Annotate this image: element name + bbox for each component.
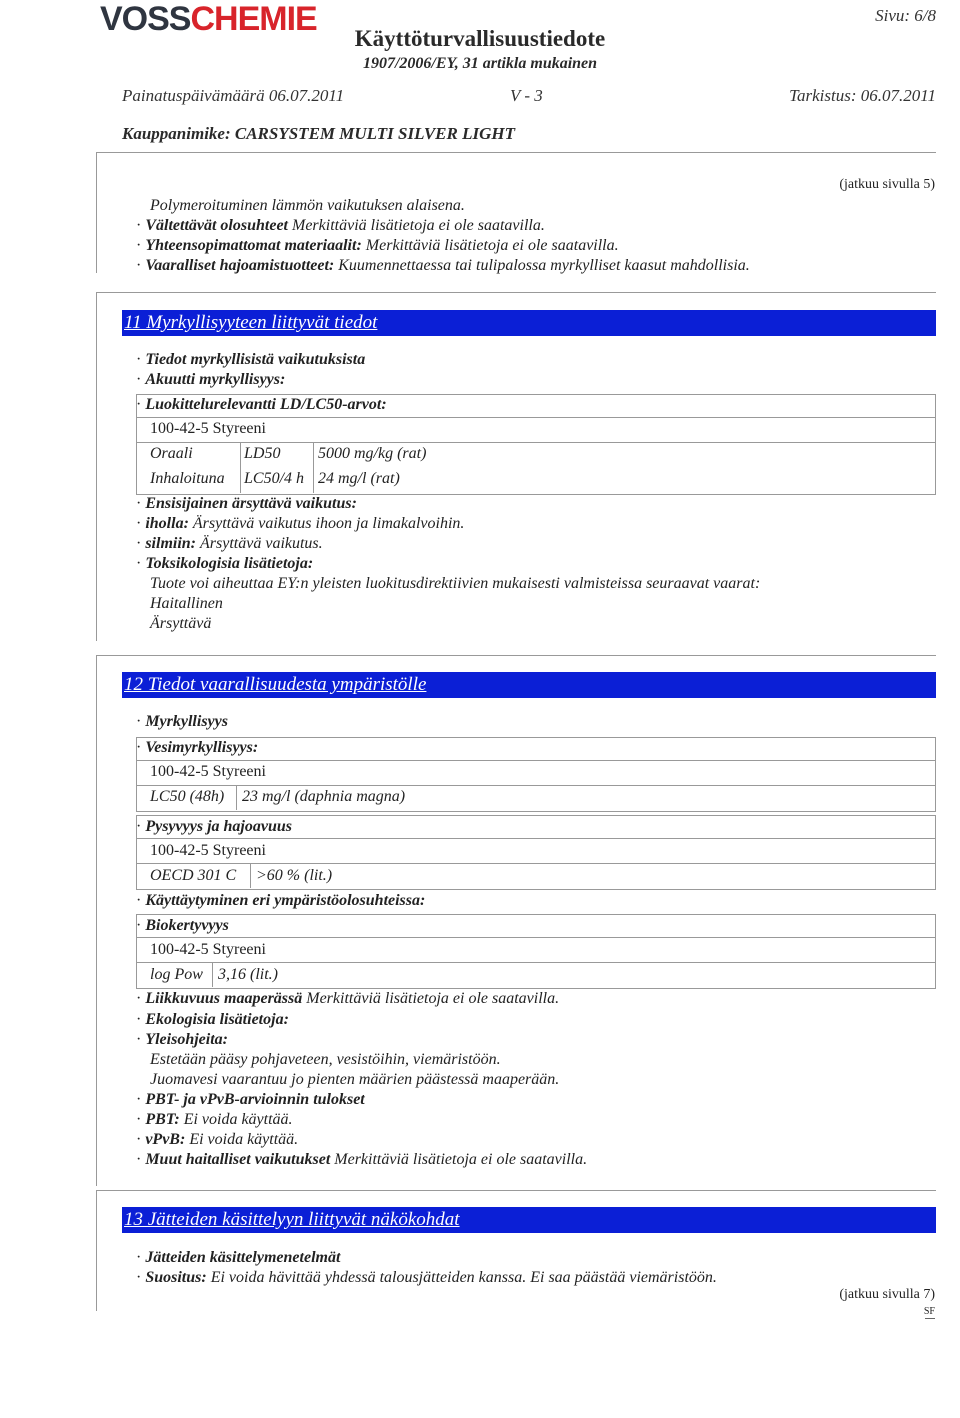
persistence-col-divider — [250, 863, 251, 888]
continued-from: (jatkuu sivulla 5) — [839, 177, 935, 192]
eco-line: · Ekologisia lisätietoja: — [136, 1011, 289, 1028]
conditions-line: · Vältettävät olosuhteet Merkittäviä lisätietoja ei ole saatavilla. — [136, 217, 545, 234]
ld-row1-value: 5000 mg/kg (rat) — [318, 445, 427, 462]
acute-toxicity-label: Akuutti myrkyllisyys: — [145, 371, 286, 388]
pbt-head-label: PBT- ja vPvB-arvioinnin tulokset — [145, 1091, 365, 1108]
bio-line: · Biokertyvyys — [136, 917, 229, 934]
ld-label: Luokittelurelevantti LD/LC50-arvot: — [145, 396, 387, 413]
general-text-1: Estetään pääsy pohjaveteen, vesistöihin, viemäristöön. — [150, 1051, 501, 1068]
other-effects-line: · Muut haitalliset vaikutukset Merkittäviä lisätietoja ei ole saatavilla. — [136, 1151, 588, 1168]
persistence-value: >60 % (lit.) — [256, 867, 333, 884]
aquatic-divider-2 — [136, 785, 935, 786]
section12-heading-text: 12 Tiedot vaarallisuudesta ympäristölle — [124, 674, 427, 695]
hazard-irritant: Ärsyttävä — [150, 615, 212, 632]
continues-on: (jatkuu sivulla 7) — [839, 1287, 935, 1302]
vpvb-line: · vPvB: Ei voida käyttää. — [136, 1131, 299, 1148]
bio-key: log Pow — [150, 966, 203, 983]
toxicity-label: Myrkyllisyys — [145, 713, 228, 730]
section11-heading — [122, 310, 936, 336]
bio-col-divider — [212, 962, 213, 987]
decomposition-text: Kuumennettaessa tai tulipalossa myrkylliset kaasut mahdollisia. — [334, 257, 750, 274]
section13-heading — [122, 1207, 936, 1233]
document-title: Käyttöturvallisuustiedote — [354, 26, 606, 51]
irritant-label: Ensisijainen ärsyttävä vaikutus: — [145, 495, 357, 512]
bio-value: 3,16 (lit.) — [218, 966, 278, 983]
ld-divider — [136, 417, 935, 418]
ld-row1-type: LD50 — [244, 445, 281, 462]
incompatible-line: · Yhteensopimattomat materiaalit: Merkittäviä lisätietoja ei ole saatavilla. — [136, 237, 619, 254]
aquatic-substance: 100-42-5 Styreeni — [150, 763, 266, 780]
incompatible-label: Yhteensopimattomat materiaalit: — [145, 237, 362, 254]
ld-label-line: · Luokittelurelevantti LD/LC50-arvot: — [136, 396, 387, 413]
trade-name: Kauppanimike: CARSYSTEM MULTI SILVER LIGHT — [122, 124, 515, 143]
incompatible-text: Merkittäviä lisätietoja ei ole saatavilla. — [361, 237, 619, 254]
decomposition-label: Vaaralliset hajoamistuotteet: — [145, 257, 335, 274]
version: V - 3 — [510, 86, 543, 105]
persistence-label: Pysyvyys ja hajoavuus — [145, 818, 292, 835]
skin-text: Ärsyttävä vaikutus ihoon ja limakalvoihin. — [188, 515, 465, 532]
aquatic-value: 23 mg/l (daphnia magna) — [242, 788, 406, 805]
ld-col-divider-1 — [240, 442, 241, 493]
persistence-line: · Pysyvyys ja hajoavuus — [136, 818, 292, 835]
ld-row2-type: LC50/4 h — [244, 470, 305, 487]
toxicity-line: · Myrkyllisyys — [136, 713, 228, 730]
footer-rule — [925, 1318, 935, 1319]
skin-label: iholla: — [145, 515, 189, 532]
polymerization-line: Polymeroituminen lämmön vaikutuksen alaisena. — [150, 197, 465, 214]
disposal-line: · Jätteiden käsittelymenetelmät — [136, 1249, 341, 1266]
decomposition-line: · Vaaralliset hajoamistuotteet: Kuumennettaessa tai tulipalossa myrkylliset kaasut mahdollisia. — [136, 257, 750, 274]
hazard-harmful: Haitallinen — [150, 595, 223, 612]
page-number: Sivu: 6/8 — [875, 6, 936, 25]
pbt-text: Ei voida käyttää. — [179, 1111, 293, 1128]
ld-col-divider-2 — [313, 442, 314, 493]
aquatic-key: LC50 (48h) — [150, 788, 225, 805]
bio-divider-2 — [136, 962, 935, 963]
toxic-effects-line: · Tiedot myrkyllisistä vaikutuksista — [136, 351, 366, 368]
eyes-text: Ärsyttävä vaikutus. — [196, 535, 323, 552]
general-label: Yleisohjeita: — [145, 1031, 228, 1048]
logo-part2: CHEMIE — [190, 0, 317, 38]
bio-substance: 100-42-5 Styreeni — [150, 941, 266, 958]
mobility-text: Merkittäviä lisätietoja ei ole saatavilla. — [302, 990, 560, 1007]
pbt-line: · PBT: Ei voida käyttää. — [136, 1111, 293, 1128]
general-line: · Yleisohjeita: — [136, 1031, 228, 1048]
recommendation-text: Ei voida hävittää yhdessä talousjätteiden kanssa. Ei saa päästää viemäristöön. — [206, 1269, 717, 1286]
eco-label: Ekologisia lisätietoja: — [145, 1011, 289, 1028]
vpvb-label: vPvB: — [145, 1131, 186, 1148]
aquatic-col-divider — [236, 785, 237, 810]
section11-heading-text: 11 Myrkyllisyyteen liittyvät tiedot — [124, 312, 378, 333]
general-text-2: Juomavesi vaarantuu jo pienten määrien päästessä maaperään. — [150, 1071, 560, 1088]
bio-divider — [136, 937, 935, 938]
eyes-label: silmiin: — [145, 535, 197, 552]
ld-divider-2 — [136, 442, 935, 443]
mobility-label: Liikkuvuus maaperässä — [145, 990, 303, 1007]
other-effects-text: Merkittäviä lisätietoja ei ole saatavilla. — [330, 1151, 588, 1168]
vpvb-text: Ei voida käyttää. — [185, 1131, 299, 1148]
section12-heading — [122, 672, 936, 698]
acute-toxicity-line: · Akuutti myrkyllisyys: — [136, 371, 286, 388]
logo-part1: VOSS — [100, 0, 191, 38]
language-code: SF — [923, 1306, 935, 1317]
behaviour-label: Käyttäytyminen eri ympäristöolosuhteissa: — [145, 892, 426, 909]
aquatic-line: · Vesimyrkyllisyys: — [136, 739, 259, 756]
ld-substance: 100-42-5 Styreeni — [150, 420, 266, 437]
conditions-label: Vältettävät olosuhteet — [145, 217, 288, 234]
print-date: Painatuspäivämäärä 06.07.2011 — [122, 86, 345, 105]
section13-heading-text: 13 Jätteiden käsittelyyn liittyvät näkökohdat — [124, 1209, 460, 1230]
mobility-line: · Liikkuvuus maaperässä Merkittäviä lisätietoja ei ole saatavilla. — [136, 990, 560, 1007]
revision-date: Tarkistus: 06.07.2011 — [789, 86, 936, 105]
conditions-text: Merkittäviä lisätietoja ei ole saatavilla. — [288, 217, 545, 234]
ld-row2-value: 24 mg/l (rat) — [318, 470, 400, 487]
pbt-head-line: · PBT- ja vPvB-arvioinnin tulokset — [136, 1091, 365, 1108]
other-effects-label: Muut haitalliset vaikutukset — [145, 1151, 331, 1168]
persistence-key: OECD 301 C — [150, 867, 237, 884]
bio-label: Biokertyvyys — [145, 917, 229, 934]
behaviour-line: · Käyttäytyminen eri ympäristöolosuhteissa: — [136, 892, 426, 909]
ld-row1-route: Oraali — [150, 445, 193, 462]
document-subtitle: 1907/2006/EY, 31 artikla mukainen — [362, 55, 598, 72]
persistence-substance: 100-42-5 Styreeni — [150, 842, 266, 859]
recommendation-label: Suositus: — [145, 1269, 207, 1286]
irritant-line: · Ensisijainen ärsyttävä vaikutus: — [136, 495, 357, 512]
disposal-label: Jätteiden käsittelymenetelmät — [145, 1249, 341, 1266]
eyes-line: · silmiin: Ärsyttävä vaikutus. — [136, 535, 323, 552]
pbt-label: PBT: — [145, 1111, 180, 1128]
toxic-effects-label: Tiedot myrkyllisistä vaikutuksista — [145, 351, 366, 368]
tox-info-text: Tuote voi aiheuttaa EY:n yleisten luokitusdirektiivien mukaisesti valmisteissa seuraavat vaarat: — [150, 575, 761, 592]
recommendation-line: · Suositus: Ei voida hävittää yhdessä talousjätteiden kanssa. Ei saa päästää viemäristöön. — [136, 1269, 717, 1286]
skin-line: · iholla: Ärsyttävä vaikutus ihoon ja limakalvoihin. — [136, 515, 465, 532]
tox-info-line: · Toksikologisia lisätietoja: — [136, 555, 314, 572]
persistence-divider-2 — [136, 863, 935, 864]
aquatic-label: Vesimyrkyllisyys: — [145, 739, 259, 756]
ld-row2-route: Inhaloituna — [150, 470, 225, 487]
aquatic-divider — [136, 760, 935, 761]
tox-info-label: Toksikologisia lisätietoja: — [145, 555, 314, 572]
persistence-divider — [136, 838, 935, 839]
